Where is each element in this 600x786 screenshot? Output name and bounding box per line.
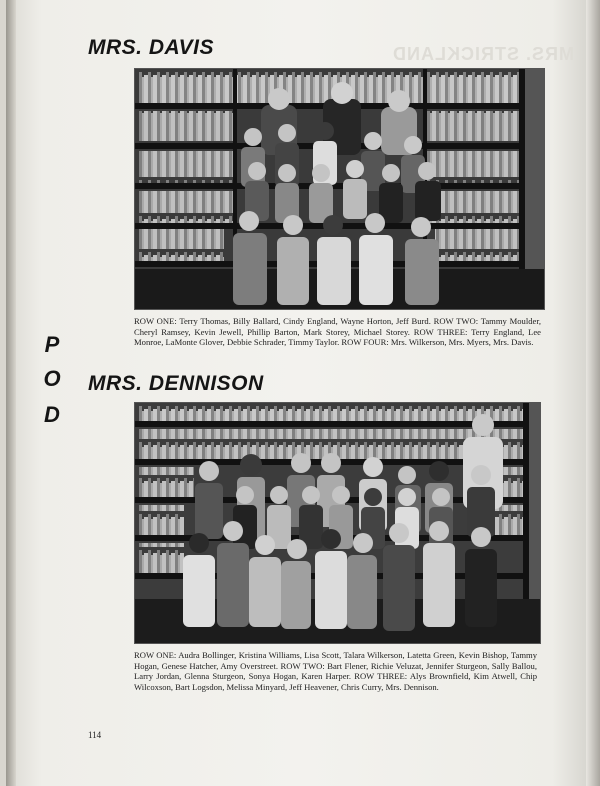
page-number: 114 <box>88 730 102 740</box>
class-photo-dennison-image <box>135 403 540 643</box>
teacher-heading-dennison: MRS. DENNISON <box>88 372 264 395</box>
yearbook-page <box>6 0 600 786</box>
page-edge-shadow <box>586 0 600 786</box>
teacher-heading-davis: MRS. DAVIS <box>88 36 214 59</box>
class-photo-davis <box>134 68 545 310</box>
caption-dennison: ROW ONE: Audra Bollinger, Kristina Williams, Lisa Scott, Talara Wilkerson, Latetta Green, Kevin Bishop, Tammy Hogan, Genese Hatcher, Amy Overstreet. ROW TWO: Bart Flener, Richie Veluzat, Jennifer Sturgeon, Sally Ballou, Larry Jordan, Glenna Sturgeon, Sonya Hogan, Karen Harper. ROW THREE: Alys Brownfield, Kim Atwell, Chip Wilcoxson, Bart Logsdon, Melissa Minyard, Jeff Heavener, Chris Curry, Mrs. Dennison. <box>134 650 537 692</box>
pod-letter-o: O <box>43 366 61 391</box>
class-photo-davis-image <box>135 69 544 309</box>
pod-letter-d: D <box>44 402 60 427</box>
class-photo-dennison <box>134 402 541 644</box>
page-spine-shadow <box>6 0 16 786</box>
caption-davis: ROW ONE: Terry Thomas, Billy Ballard, Cindy England, Wayne Horton, Jeff Burd. ROW TWO: Tammy Moulder, Cheryl Ramsey, Kevin Jewell, Phillip Barton, Mark Storey, Michael Storey. ROW THREE: Terry England, Lee Monroe, LaMonte Glover, Debbie Schrader, Timmy Taylor. ROW FOUR: Mrs. Wilkerson, Mrs. Myers, Mrs. Davis. <box>134 316 541 348</box>
pod-letter-p: P <box>44 332 60 357</box>
show-through-text: MRS. STRICKLAND <box>392 44 574 64</box>
